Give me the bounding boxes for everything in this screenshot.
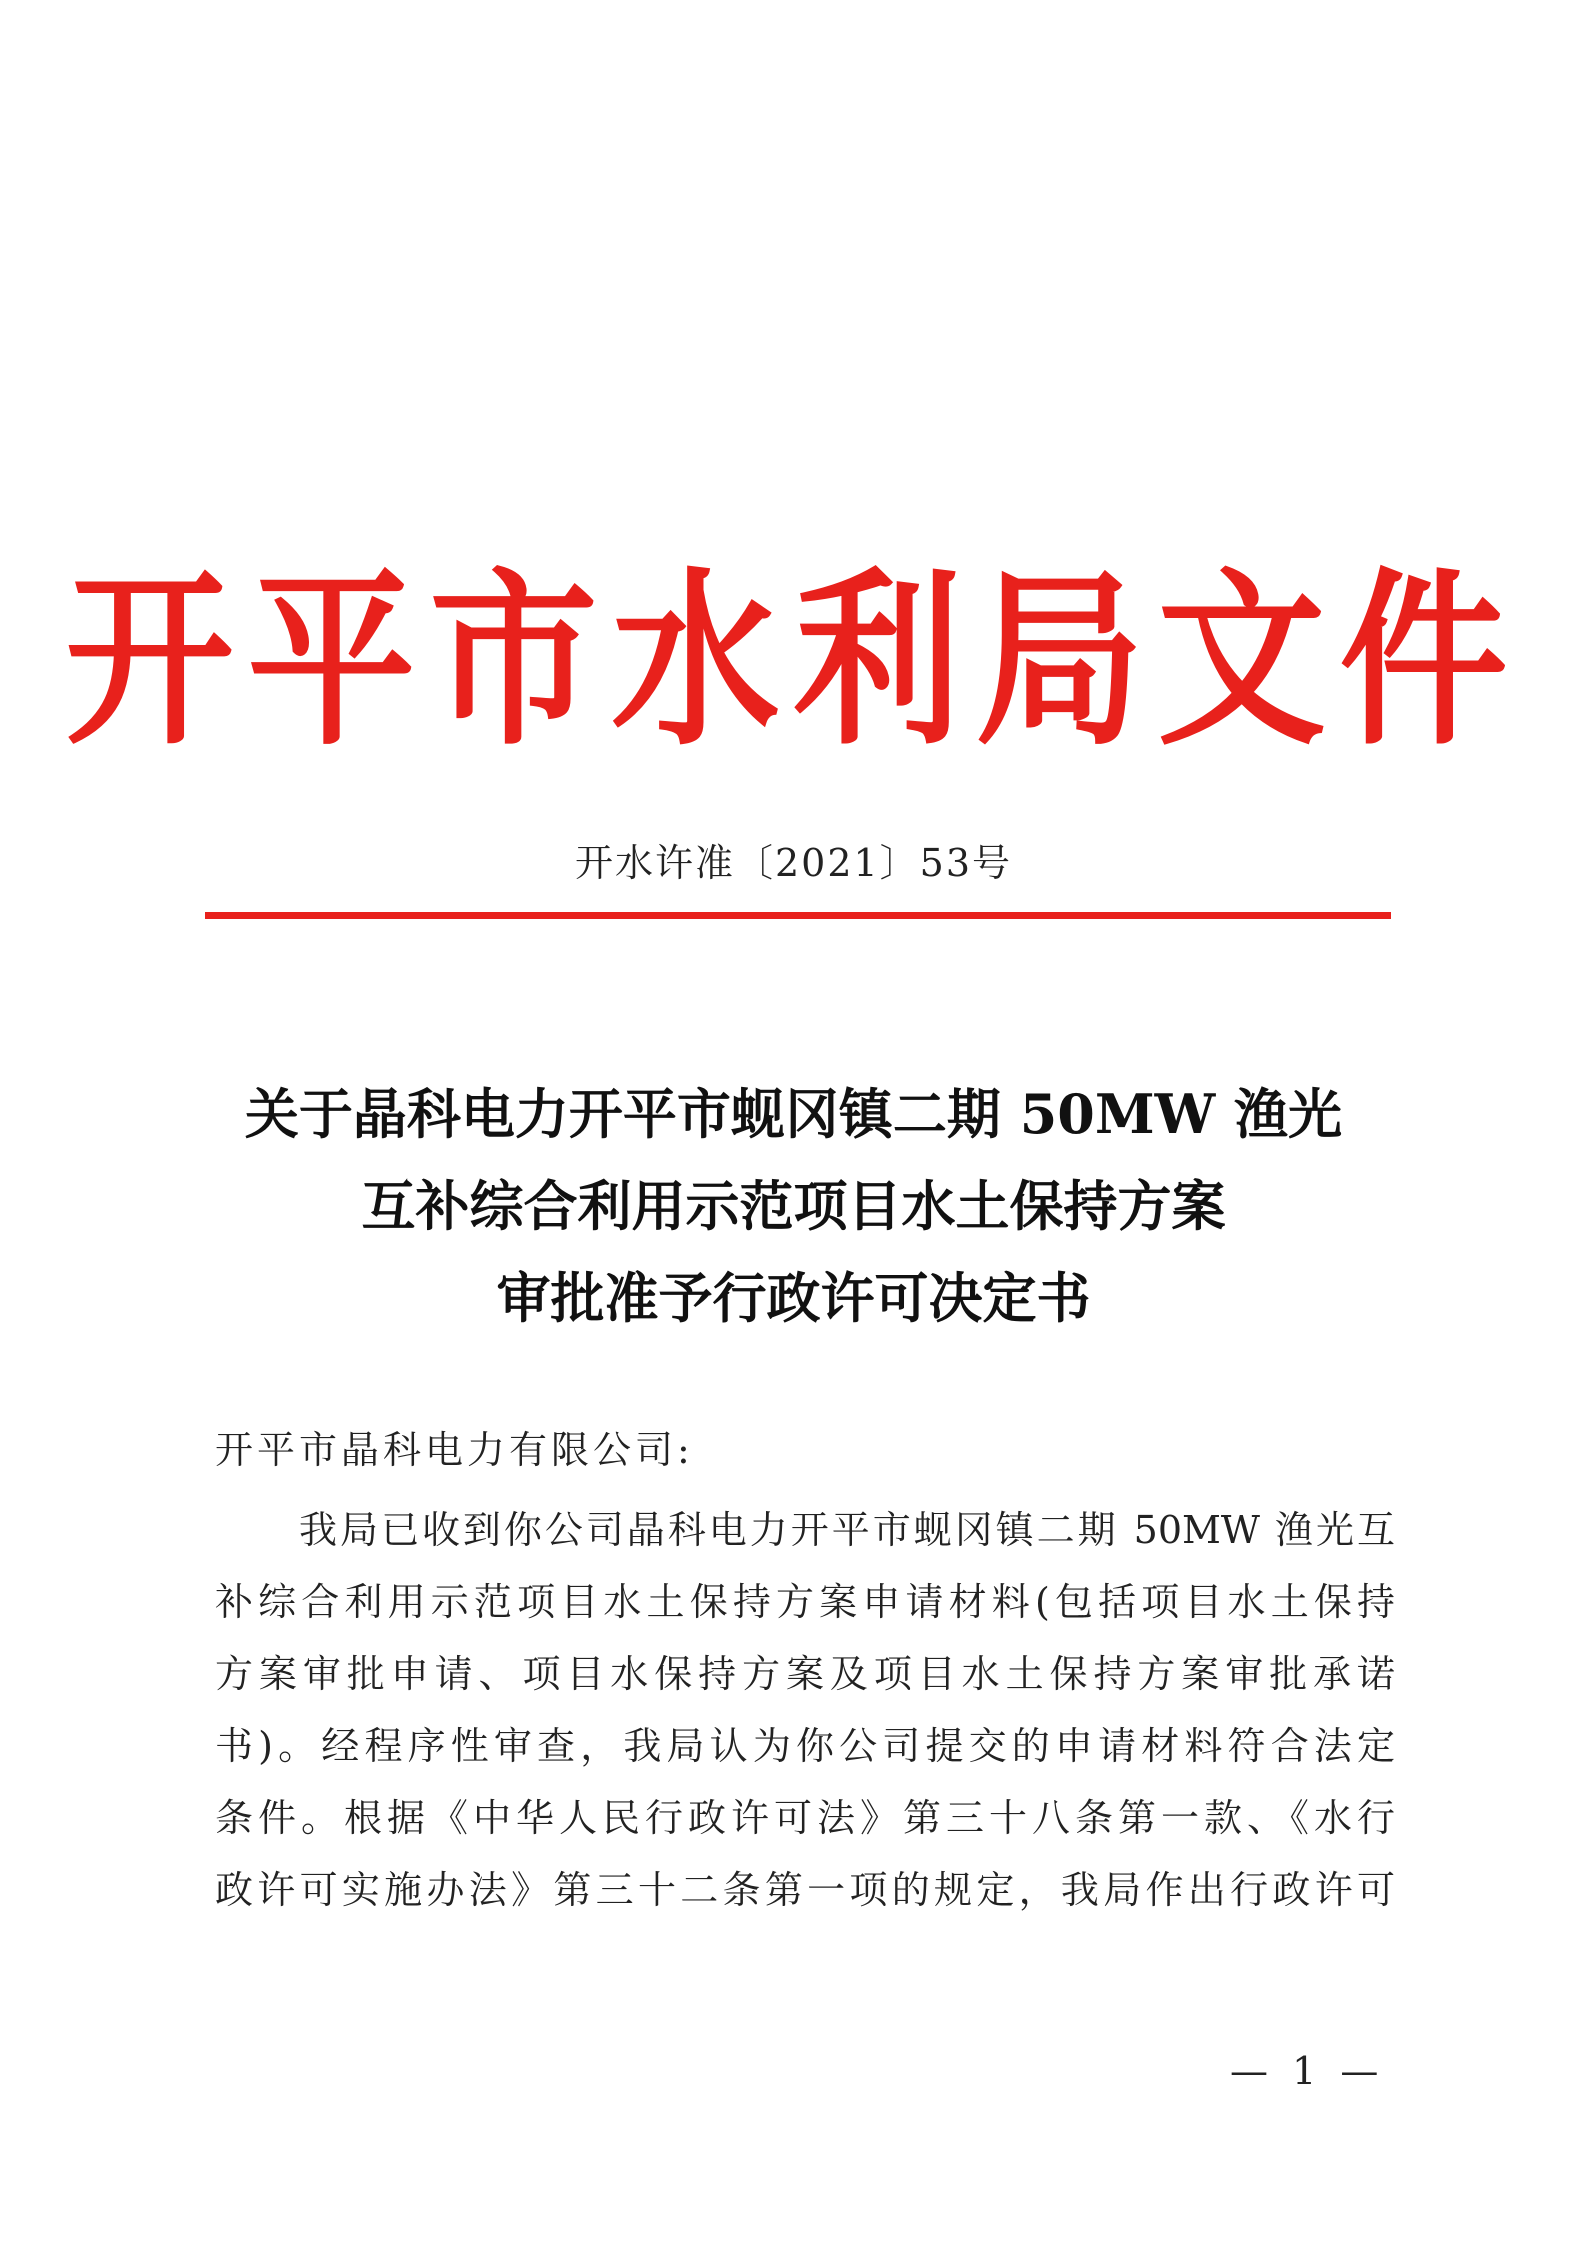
document-title-line-1: 关于晶科电力开平市蚬冈镇二期 50MW 渔光	[244, 1082, 1343, 1146]
red-divider-rule	[205, 912, 1391, 919]
body-paragraph	[215, 1494, 1395, 1926]
document-title-line-2: 互补综合利用示范项目水土保持方案	[361, 1174, 1226, 1238]
body-line-3: 方案审批申请、项目水保持方案及项目水土保持方案审批承诺	[215, 1652, 1395, 1696]
agency-header-title: 开平市水利局文件	[65, 549, 1522, 771]
document-number: 开水许准〔2021〕53号	[574, 841, 1013, 885]
addressee: 开平市晶科电力有限公司:	[215, 1428, 694, 1472]
body-line-5: 条件。根据《中华人民行政许可法》第三十八条第一款、《水行	[215, 1796, 1395, 1840]
document-title	[0, 1068, 1587, 1344]
document-title-line-3: 审批准予行政许可决定书	[496, 1266, 1091, 1330]
body-line-2: 补综合利用示范项目水土保持方案申请材料(包括项目水土保持	[215, 1580, 1395, 1624]
page-number: — 1 —	[1230, 2049, 1385, 2093]
body-line-4: 书)。经程序性审查，我局认为你公司提交的申请材料符合法定	[215, 1724, 1395, 1768]
body-line-6: 政许可实施办法》第三十二条第一项的规定，我局作出行政许可	[215, 1868, 1395, 1912]
body-line-1: 我局已收到你公司晶科电力开平市蚬冈镇二期 50MW 渔光互	[299, 1508, 1395, 1552]
